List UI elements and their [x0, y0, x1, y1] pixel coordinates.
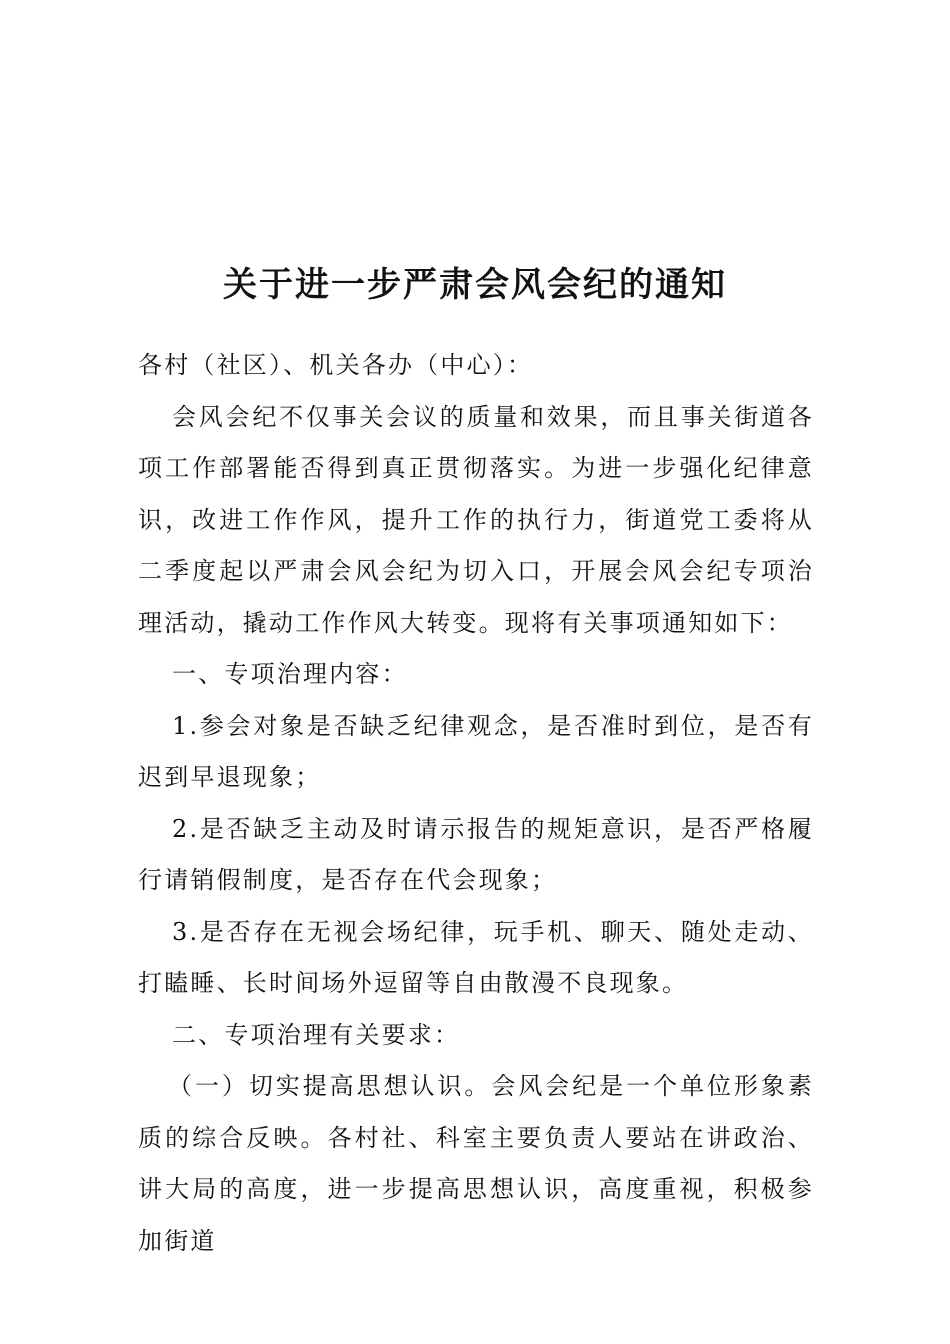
list-item-3: 3.是否存在无视会场纪律，玩手机、聊天、随处走动、打瞌睡、长时间场外逗留等自由散漫不良现象。 [138, 917, 814, 997]
requirement-1: （一）切实提高思想认识。会风会纪是一个单位形象素质的综合反映。各村社、科室主要负责人要站在讲政治、讲大局的高度，进一步提高思想认识，高度重视，积极参加街道 [138, 1072, 814, 1255]
list-item-1: 1.参会对象是否缺乏纪律观念，是否准时到位，是否有迟到早退现象； [138, 711, 814, 791]
paragraph-intro: 会风会纪不仅事关会议的质量和效果，而且事关街道各项工作部署能否得到真正贯彻落实。为进一步强化纪律意识，改进工作作风，提升工作的执行力，街道党工委将从二季度起以严肃会风会纪为切入口，开展会风会纪专项治理活动，撬动工作作风大转变。现将有关事项通知如下： [138, 402, 814, 637]
document-body [138, 340, 814, 1267]
section-heading-1: 一、专项治理内容： [172, 660, 408, 688]
list-item-2: 2.是否缺乏主动及时请示报告的规矩意识，是否严格履行请销假制度，是否存在代会现象； [138, 814, 814, 894]
section-heading-2: 二、专项治理有关要求： [172, 1020, 461, 1049]
salutation: 各村（社区）、机关各办（中心）： [138, 351, 534, 379]
document-title: 关于进一步严肃会风会纪的通知 [223, 264, 727, 305]
